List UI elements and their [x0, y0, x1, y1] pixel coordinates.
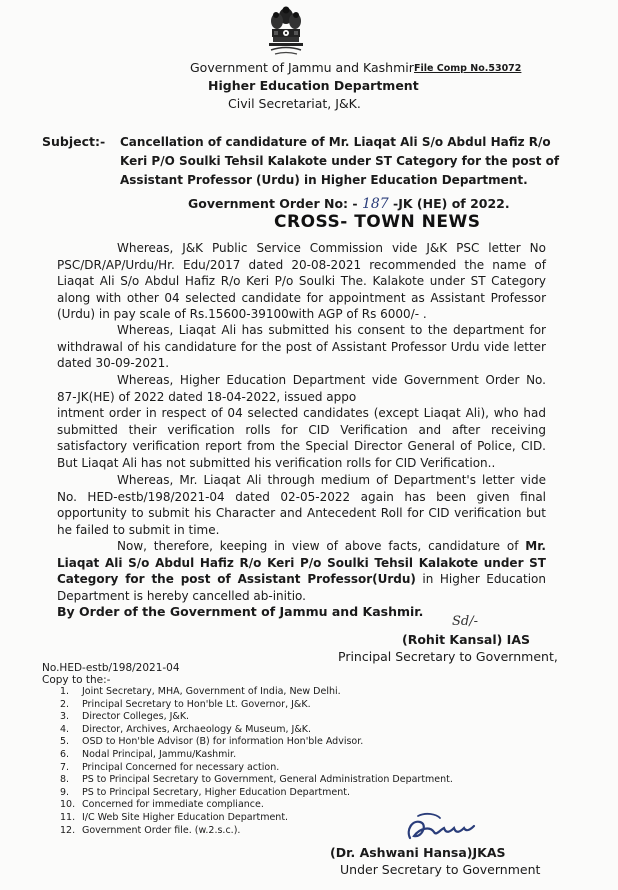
order-handwritten-number: 187	[361, 196, 389, 212]
list-item: 11. I/C Web Site Higher Education Department.	[60, 811, 289, 823]
state-emblem-icon	[265, 4, 307, 60]
handwritten-signature	[400, 808, 480, 848]
signatory-1-name: (Rohit Kansal) IAS	[402, 632, 531, 647]
list-item: 3. Director Colleges, J&K.	[60, 711, 190, 723]
order-number	[188, 196, 510, 212]
header-secretariat: Civil Secretariat, J&K.	[228, 96, 361, 111]
list-item: 6. Nodal Principal, Jammu/Kashmir.	[60, 748, 237, 760]
paragraph-5-start: Now, therefore, keeping in view of above facts, candidature of	[117, 539, 519, 553]
paragraph-5	[57, 538, 546, 604]
signatory-2-name: (Dr. Ashwani Hansa)JKAS	[330, 845, 506, 860]
list-item: 8. PS to Principal Secretary to Government, General Administration Department.	[60, 774, 453, 786]
copy-heading: Copy to the:-	[42, 674, 111, 686]
list-item: 4. Director, Archives, Archaeology & Museum, J&K.	[60, 723, 311, 735]
subject-line: Assistant Professor (Urdu) in Higher Education Department.	[120, 173, 528, 187]
list-item: 2. Principal Secretary to Hon'ble Lt. Governor, J&K.	[60, 698, 311, 710]
header-department: Higher Education Department	[208, 78, 419, 93]
subject-line: Cancellation of candidature of Mr. Liaqat Ali S/o Abdul Hafiz R/o	[120, 135, 551, 149]
signatory-2-title: Under Secretary to Government	[340, 862, 541, 877]
copy-recipient-list	[60, 686, 453, 837]
list-item: 5. OSD to Hon'ble Advisor (B) for information Hon'ble Advisor.	[60, 736, 364, 748]
header-government: Government of Jammu and Kashmir	[190, 60, 414, 75]
subject-text	[120, 133, 570, 190]
subject-line: Keri P/O Soulki Tehsil Kalakote under ST Category for the post of	[120, 154, 560, 168]
order-prefix: Government Order No: -	[188, 196, 358, 211]
file-comp-number: File Comp No.53072	[414, 63, 522, 74]
order-suffix: -JK (HE) of 2022.	[393, 196, 510, 211]
list-item: 12. Government Order file. (w.2.s.c.).	[60, 824, 241, 836]
paragraph-5-bold: Mr. Liaqat Ali S/o Abdul Hafiz R/o Keri P/o Soulki Tehsil Kalakote under ST Category for the post of Assistant Professor(Urdu)	[57, 539, 546, 587]
subject-label: Subject:-	[42, 134, 106, 149]
paragraph-3b: intment order in respect of 04 selected candidates (except Liaqat Ali), who had submitted their verification rolls for CID Verification and after receiving satisfactory verification report from the Special Director General of Police, CID. But Liaqat Ali has not submitted his verification rolls for CID Verification..	[57, 406, 546, 470]
paragraph-5-end: in Higher Education Department is hereby cancelled ab-initio.	[57, 572, 546, 603]
paragraph-2: Whereas, Liaqat Ali has submitted his consent to the department for withdrawal of his candidature for the post of Assistant Professor Urdu vide letter dated 30-09-2021.	[57, 323, 546, 371]
signatory-1-title: Principal Secretary to Government,	[338, 649, 558, 664]
copy-reference-number: No.HED-estb/198/2021-04	[42, 662, 180, 674]
list-item: 1. Joint Secretary, MHA, Government of India, New Delhi.	[60, 686, 341, 697]
paragraph-1: Whereas, J&K Public Service Commission vide J&K PSC letter No PSC/DR/AP/Urdu/Hr. Edu/2017 dated 20-08-2021 recommended the name of Liaqat Ali S/o Abdul Hafiz R/o Keri P/o Soulki The. Kalakote under ST Category along with other 04 selected candidate for appointment as Assistant Professor (Urdu) in pay scale of Rs.15600-39100with AGP of Rs 6000/- .	[57, 241, 546, 322]
list-item: 10. Concerned for immediate compliance.	[60, 799, 264, 811]
paragraph-4: Whereas, Mr. Liaqat Ali through medium of Department's letter vide No. HED-estb/198/2021-04 dated 02-05-2022 again has been given final opportunity to submit his Character and Antecedent Roll for CID verification but he failed to submit in time.	[57, 473, 546, 537]
sd-mark: Sd/-	[452, 614, 478, 629]
cross-town-news-watermark: CROSS- TOWN NEWS	[274, 212, 481, 232]
paragraph-3a: Whereas, Higher Education Department vide Government Order No. 87-JK(HE) of 2022 dated 18-04-2022, issued appo	[57, 373, 546, 404]
list-item: 9. PS to Principal Secretary, Higher Education Department.	[60, 786, 351, 798]
list-item: 7. Principal Concerned for necessary action.	[60, 761, 280, 773]
by-order-line: By Order of the Government of Jammu and Kashmir.	[57, 604, 424, 619]
